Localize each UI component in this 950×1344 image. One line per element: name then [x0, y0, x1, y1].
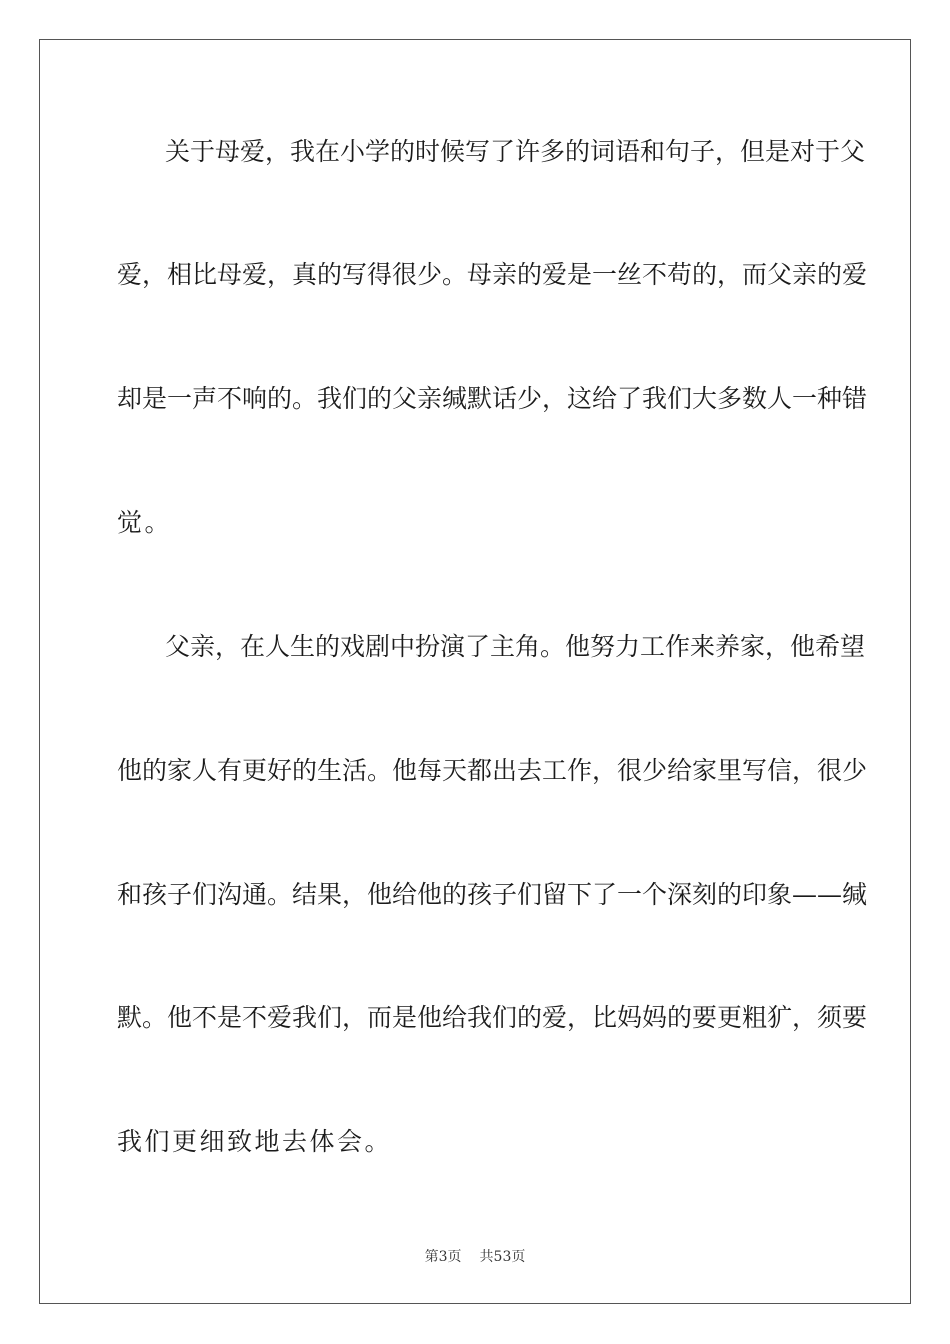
paragraph-2-line-1: 父亲，在人生的戏剧中扮演了主角。他努力工作来养家，他希望: [165, 632, 866, 661]
page-total: 共53页: [479, 1249, 526, 1265]
paragraph-1-line-2: 爱，相比母爱，真的写得很少。母亲的爱是一丝不苟的，而父亲的爱: [117, 260, 868, 289]
page-number: 第3页: [424, 1249, 462, 1265]
page-footer: [0, 1248, 950, 1266]
paragraph-1-line-1: 关于母爱，我在小学的时候写了许多的词语和句子，但是对于父: [165, 137, 866, 166]
page-border: [39, 39, 911, 1304]
paragraph-2-line-5: 我们更细致地去体会。: [117, 1127, 393, 1156]
paragraph-2-line-2: 他的家人有更好的生活。他每天都出去工作，很少给家里写信，很少: [117, 756, 868, 785]
paragraph-2-line-4: 默。他不是不爱我们，而是他给我们的爱，比妈妈的要更粗犷，须要: [117, 1003, 868, 1032]
paragraph-2-line-3: 和孩子们沟通。结果，他给他的孩子们留下了一个深刻的印象——缄: [117, 880, 868, 909]
paragraph-1-line-3: 却是一声不响的。我们的父亲缄默话少，这给了我们大多数人一种错: [117, 384, 868, 413]
paragraph-1-line-4: 觉。: [117, 508, 173, 537]
